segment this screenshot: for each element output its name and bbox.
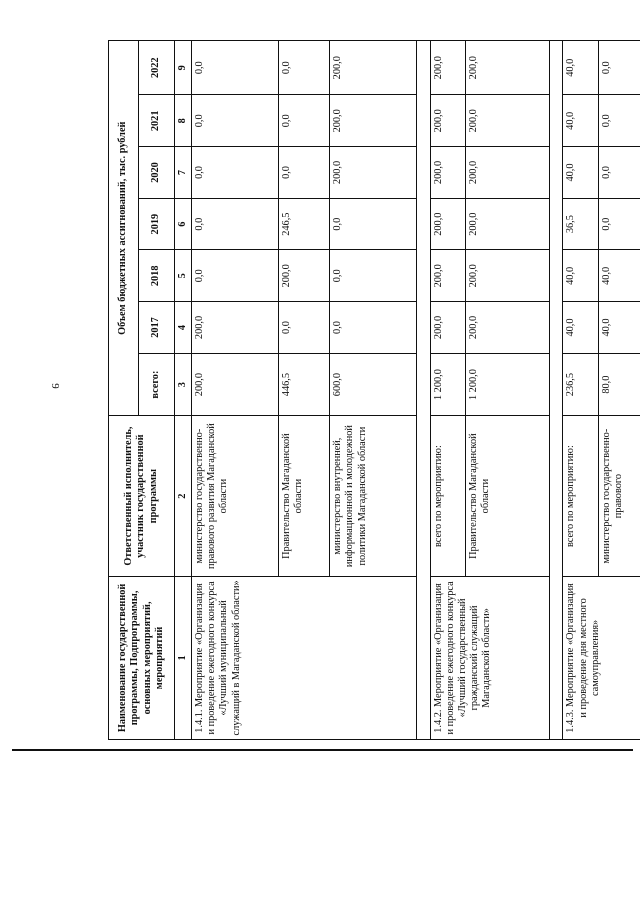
value-cell: 200,0 [430, 41, 465, 95]
value-cell: 236,5 [563, 353, 598, 416]
activity-name: 1.4.3. Мероприятие «Организация и проведение дня местного самоуправления» [563, 576, 640, 739]
executor: всего по мероприятию: [563, 416, 598, 576]
value-cell: 0,0 [278, 41, 329, 95]
header-funding: Объем бюджетных ассигнований, тыс. рублей [109, 41, 139, 416]
table-row [430, 41, 465, 740]
col-number: 3 [175, 353, 192, 416]
value-cell: 200,0 [430, 250, 465, 302]
value-cell: 40,0 [563, 147, 598, 199]
col-number: 1 [175, 576, 192, 739]
activity-name: 1.4.1. Мероприятие «Организация и проведение ежегодного конкурса «Лучший муниципальный служащий в Магаданской области» [192, 576, 417, 739]
value-cell: 0,0 [330, 250, 417, 302]
value-cell: 200,0 [278, 250, 329, 302]
col-number: 9 [175, 41, 192, 95]
value-cell: 200,0 [430, 198, 465, 250]
value-cell: 200,0 [465, 147, 549, 199]
header-year: 2021 [139, 95, 175, 147]
value-cell: 0,0 [192, 250, 279, 302]
value-cell: 600,0 [330, 353, 417, 416]
value-cell: 40,0 [598, 250, 640, 302]
value-cell: 0,0 [598, 147, 640, 199]
activity-name: 1.4.2. Мероприятие «Организация и проведение ежегодного конкурса «Лучший государственный гражданский служащий Магаданской области» [430, 576, 549, 739]
executor: министерство государственно-правового [598, 416, 640, 576]
row-separator [549, 41, 563, 740]
col-number: 7 [175, 147, 192, 199]
header-executor: Ответственный исполнитель, участник государственной программы [109, 416, 175, 576]
executor: Правительство Магаданской области [278, 416, 329, 576]
value-cell: 36,5 [563, 198, 598, 250]
table-row [563, 41, 598, 740]
header-year: 2022 [139, 41, 175, 95]
value-cell: 0,0 [192, 198, 279, 250]
table-row [192, 41, 279, 740]
value-cell: 0,0 [192, 147, 279, 199]
value-cell: 200,0 [330, 95, 417, 147]
separator-cell [417, 41, 431, 740]
col-number: 8 [175, 95, 192, 147]
executor: Правительство Магаданской области [465, 416, 549, 576]
value-cell: 200,0 [330, 41, 417, 95]
value-cell: 200,0 [430, 147, 465, 199]
budget-table-container [108, 40, 640, 740]
value-cell: 200,0 [465, 41, 549, 95]
header-name: Наименование государственной программы, Подпрограммы, основных мероприятий, мероприятий [109, 576, 175, 739]
row-separator [417, 41, 431, 740]
value-cell: 0,0 [330, 302, 417, 354]
value-cell: 200,0 [465, 198, 549, 250]
value-cell: 0,0 [278, 95, 329, 147]
value-cell: 40,0 [563, 250, 598, 302]
value-cell: 200,0 [192, 302, 279, 354]
budget-table [108, 40, 640, 740]
value-cell: 200,0 [465, 302, 549, 354]
col-number: 5 [175, 250, 192, 302]
page-bottom-rule [12, 749, 633, 751]
value-cell: 200,0 [330, 147, 417, 199]
value-cell: 40,0 [563, 41, 598, 95]
header-year-total: всего: [139, 353, 175, 416]
value-cell: 0,0 [598, 95, 640, 147]
value-cell: 246,5 [278, 198, 329, 250]
executor: всего по мероприятию: [430, 416, 465, 576]
value-cell: 0,0 [598, 41, 640, 95]
value-cell: 40,0 [563, 302, 598, 354]
separator-cell [549, 41, 563, 740]
value-cell: 200,0 [430, 302, 465, 354]
value-cell: 80,0 [598, 353, 640, 416]
value-cell: 200,0 [430, 95, 465, 147]
value-cell: 200,0 [465, 250, 549, 302]
executor: министерство государственно-правового развития Магаданской области [192, 416, 279, 576]
value-cell: 446,5 [278, 353, 329, 416]
value-cell: 40,0 [598, 302, 640, 354]
header-year: 2019 [139, 198, 175, 250]
executor: министерство внутренней, информационной и молодежной политики Магаданской области [330, 416, 417, 576]
page-number: 9 [48, 383, 61, 389]
header-year: 2018 [139, 250, 175, 302]
header-year: 2017 [139, 302, 175, 354]
value-cell: 0,0 [278, 302, 329, 354]
col-number: 6 [175, 198, 192, 250]
col-number: 2 [175, 416, 192, 576]
value-cell: 1 200,0 [430, 353, 465, 416]
value-cell: 0,0 [598, 198, 640, 250]
header-year: 2020 [139, 147, 175, 199]
value-cell: 0,0 [192, 95, 279, 147]
value-cell: 0,0 [330, 198, 417, 250]
value-cell: 0,0 [278, 147, 329, 199]
value-cell: 200,0 [192, 353, 279, 416]
value-cell: 0,0 [192, 41, 279, 95]
value-cell: 200,0 [465, 95, 549, 147]
col-number: 4 [175, 302, 192, 354]
value-cell: 1 200,0 [465, 353, 549, 416]
value-cell: 40,0 [563, 95, 598, 147]
